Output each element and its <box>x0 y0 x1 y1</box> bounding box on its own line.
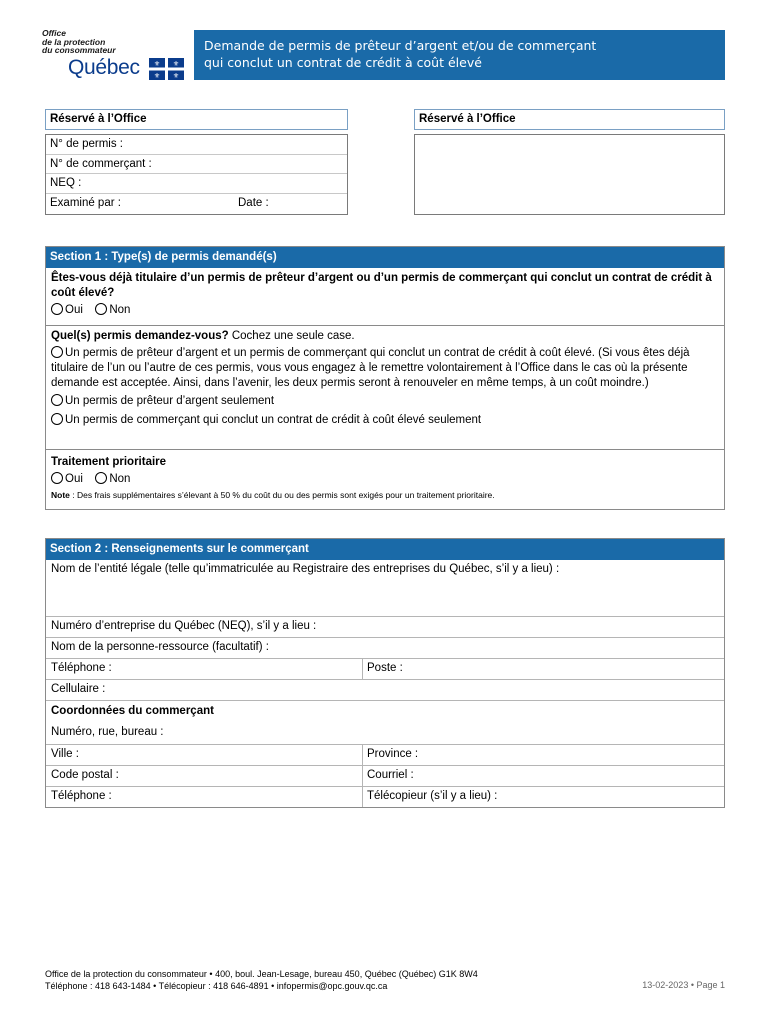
postal-row <box>46 765 724 786</box>
neq-reserved-label: NEQ : <box>50 177 82 189</box>
legal-name-label: Nom de l’entité légale (telle qu’immatriculée au Registraire des entreprises du Québec, s’il y a lieu) : <box>51 563 560 575</box>
footer-address: Office de la protection du consommateur • 400, boul. Jean-Lesage, bureau 450, Québec (Québec) G1K 8W4 <box>45 969 478 979</box>
footer-contact: Téléphone : 418 643-1484 • Télécopieur : 418 646-4891 • infopermis@opc.gouv.qc.ca <box>45 981 388 991</box>
contact-person-label: Nom de la personne-ressource (facultatif) : <box>51 641 269 653</box>
permit-choice-question-bold: Quel(s) permis demandez-vous? <box>51 330 229 342</box>
svg-text:⚜: ⚜ <box>153 72 161 80</box>
city-label: Ville : <box>51 748 79 760</box>
section-2-heading: Section 2 : Renseignements sur le commerçant <box>46 539 724 560</box>
section-1-heading: Section 1 : Type(s) de permis demandé(s) <box>46 247 724 268</box>
reserved-right-heading: Réservé à l’Office <box>414 109 725 130</box>
neq-field[interactable] <box>46 616 724 637</box>
date-label: Date : <box>238 196 269 209</box>
option-merchant-radio[interactable] <box>51 413 63 425</box>
priority-note-text: : Des frais supplémentaires s’élevant à 50 % du coût du ou des permis sont exigés pour un traitement prioritaire. <box>69 490 495 500</box>
svg-text:⚜: ⚜ <box>172 60 180 68</box>
postal-code-label: Code postal : <box>51 769 119 781</box>
city-row <box>46 744 724 765</box>
fax-field[interactable] <box>362 787 501 807</box>
existing-yes-label: Oui <box>65 304 83 316</box>
fax-label: Télécopieur (s’il y a lieu) : <box>367 790 498 802</box>
merchant-number-field[interactable] <box>46 155 347 175</box>
option-both-radio[interactable] <box>51 346 63 358</box>
option-lender-label: Un permis de prêteur d’argent seulement <box>65 395 275 407</box>
option-both-permits <box>51 346 719 391</box>
org-name-line2: de la protection <box>42 36 106 47</box>
existing-yes-radio[interactable] <box>51 303 63 315</box>
footer <box>45 968 478 992</box>
extension-field[interactable] <box>362 659 407 679</box>
phone2-label: Téléphone : <box>51 790 112 802</box>
existing-no-label: Non <box>109 304 131 316</box>
priority-yes-radio[interactable] <box>51 472 63 484</box>
form-title-line1: Demande de permis de prêteur d’argent et/ou de commerçant <box>204 38 597 53</box>
priority-note <box>51 490 719 500</box>
option-merchant-label: Un permis de commerçant qui conclut un contrat de crédit à coût élevé seulement <box>65 414 482 426</box>
org-name-line1: Office <box>42 28 66 38</box>
cell-label: Cellulaire : <box>51 683 106 695</box>
section-1 <box>45 246 725 510</box>
contact-person-field[interactable] <box>46 637 724 658</box>
org-name-line3: du consommateur <box>42 45 116 56</box>
province-field[interactable] <box>362 745 422 765</box>
priority-note-label: Note <box>51 490 70 500</box>
email-label: Courriel : <box>367 769 414 781</box>
permit-number-label: N° de permis : <box>50 138 123 150</box>
existing-no-radio[interactable] <box>95 303 107 315</box>
svg-text:⚜: ⚜ <box>153 60 161 68</box>
permit-choice-block <box>46 325 724 449</box>
form-title-line2: qui conclut un contrat de crédit à coût élevé <box>204 55 482 70</box>
option-lender-radio[interactable] <box>51 394 63 406</box>
option-both-label: Un permis de prêteur d’argent et un permis de commerçant qui conclut un contrat de crédit à coût élevé. (Si vous êtes déjà titulaire de l’un ou l’autre de ces permis, vous vous engagez à le remettre volontairement à l’Office dans le cas où la présente demande est acceptée. Ainsi, dans l’avenir, les deux permis seront à renouveler en même temps, à un coût moindre.) <box>51 347 690 389</box>
quebec-wordmark: Québec <box>68 56 140 79</box>
existing-permit-block <box>46 268 724 325</box>
extension-label: Poste : <box>367 662 403 674</box>
address-field[interactable] <box>46 723 724 744</box>
priority-yes-label: Oui <box>65 473 83 485</box>
phone-row <box>46 658 724 679</box>
reserved-left-heading: Réservé à l’Office <box>45 109 348 130</box>
section-2 <box>45 538 725 808</box>
neq-reserved-field[interactable] <box>46 174 347 194</box>
opc-logo <box>42 29 192 81</box>
priority-block <box>46 449 724 509</box>
priority-no-radio[interactable] <box>95 472 107 484</box>
svg-text:⚜: ⚜ <box>172 72 180 80</box>
examined-by-label: Examiné par : <box>50 196 121 209</box>
neq-label: Numéro d’entreprise du Québec (NEQ), s’il y a lieu : <box>51 620 317 632</box>
merchant-number-label: N° de commerçant : <box>50 157 152 170</box>
address-label: Numéro, rue, bureau : <box>51 726 164 738</box>
reserved-right-box[interactable] <box>414 134 725 215</box>
priority-no-label: Non <box>109 473 131 485</box>
examined-by-field[interactable] <box>46 194 347 214</box>
email-field[interactable] <box>362 766 418 786</box>
phone-label: Téléphone : <box>51 662 112 674</box>
permit-number-field[interactable] <box>46 135 347 155</box>
province-label: Province : <box>367 748 419 760</box>
quebec-flag-icon <box>149 58 184 80</box>
merchant-coordinates-heading: Coordonnées du commerçant <box>46 700 724 723</box>
permit-choice-question <box>51 329 719 344</box>
phone2-row <box>46 786 724 807</box>
priority-heading: Traitement prioritaire <box>51 456 167 468</box>
form-title <box>194 30 725 80</box>
reserved-left-box <box>45 134 348 215</box>
permit-choice-question-rest: Cochez une seule case. <box>228 330 355 342</box>
page-number: 13-02-2023 • Page 1 <box>642 980 725 990</box>
cell-field[interactable] <box>46 679 724 700</box>
legal-name-field[interactable] <box>46 560 724 616</box>
existing-permit-question: Êtes-vous déjà titulaire d’un permis de prêteur d’argent ou d’un permis de commerçant qui conclut un contrat de crédit à coût élevé? <box>51 272 712 299</box>
